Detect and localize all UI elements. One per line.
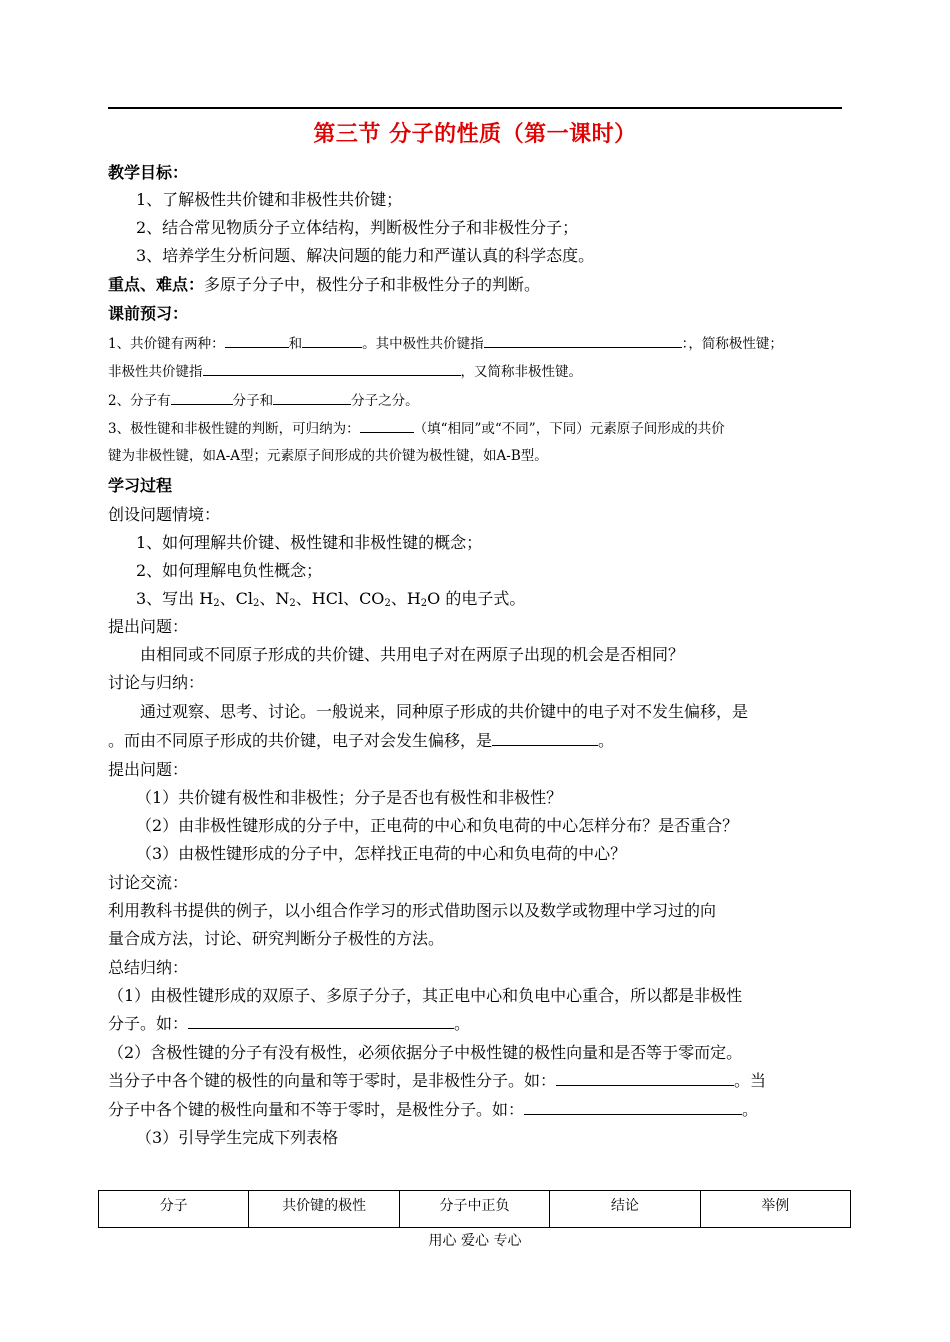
subscript: 2 xyxy=(252,598,260,609)
table-header-cell: 举例 xyxy=(700,1191,850,1228)
formula-line xyxy=(136,588,525,610)
fill-blank[interactable] xyxy=(273,389,351,405)
text: 和 xyxy=(288,336,303,352)
goal-item: 1、了解极性共价键和非极性共价键； xyxy=(136,190,403,209)
text: 。当 xyxy=(734,1071,767,1090)
text: 。 xyxy=(598,731,615,750)
question-item: （3）由极性键形成的分子中，怎样找正电荷的中心和负电荷的中心？ xyxy=(136,844,627,863)
text: 、H xyxy=(390,589,421,608)
fill-blank[interactable] xyxy=(360,417,414,433)
text: 。而由不同原子形成的共价键，电子对会发生偏移，是 xyxy=(108,731,493,750)
header-rule xyxy=(108,107,842,109)
goals-heading: 教学目标： xyxy=(108,163,189,182)
table-header-cell: 分子中正负 xyxy=(399,1191,549,1228)
preview-line-2 xyxy=(108,360,582,383)
summary-text xyxy=(108,1099,758,1121)
subscript: 2 xyxy=(420,598,428,609)
question-label: 提出问题： xyxy=(108,617,189,636)
preview-line-1 xyxy=(108,332,783,355)
text: ：，简称极性键； xyxy=(681,336,783,352)
key-points-text: 多原子分子中，极性分子和非极性分子的判断。 xyxy=(204,275,541,294)
text: 、HCl、CO xyxy=(295,589,385,608)
text: （填“相同”或“不同”，下同）元素原子间形成的共价 xyxy=(413,421,725,437)
table-header-cell: 共价键的极性 xyxy=(249,1191,399,1228)
table-header-cell: 分子 xyxy=(99,1191,249,1228)
summary-text: （1）由极性键形成的双原子、多原子分子，其正电中心和负电中心重合，所以都是非极性 xyxy=(108,986,743,1005)
page-title: 第三节 分子的性质（第一课时） xyxy=(313,122,637,147)
fill-blank[interactable] xyxy=(188,1013,454,1029)
text: 分子和 xyxy=(232,393,274,409)
text: 当分子中各个键的极性的向量和等于零时，是非极性分子。如： xyxy=(108,1071,557,1090)
summary-text xyxy=(108,1013,470,1035)
fill-blank[interactable] xyxy=(171,389,233,405)
text: ，又简称非极性键。 xyxy=(460,364,582,380)
table-header-row xyxy=(99,1191,851,1228)
key-points-label: 重点、难点： xyxy=(108,275,205,294)
subscript: 2 xyxy=(289,598,296,609)
preview-heading: 课前预习： xyxy=(108,304,189,323)
question-item: （1）共价键有极性和非极性；分子是否也有极性和非极性？ xyxy=(136,788,563,807)
process-heading: 学习过程 xyxy=(108,476,173,495)
fill-blank[interactable] xyxy=(225,332,289,348)
page-footer: 用心 爱心 专心 xyxy=(428,1233,522,1249)
text: 非极性共价键指 xyxy=(108,364,203,380)
fill-blank[interactable] xyxy=(556,1070,734,1086)
text: 分子。如： xyxy=(108,1014,189,1033)
preview-line-4 xyxy=(108,417,725,440)
goal-item: 2、结合常见物质分子立体结构，判断极性分子和非极性分子； xyxy=(136,218,579,237)
question-item: （2）由非极性键形成的分子中，正电荷的中心和负电荷的中心怎样分布？是否重合？ xyxy=(136,816,739,835)
fill-blank[interactable] xyxy=(484,332,682,348)
text: O 的电子式。 xyxy=(427,589,526,608)
question-label: 提出问题： xyxy=(108,760,189,779)
summary-text xyxy=(108,1070,766,1092)
discuss-label: 讨论与归纳： xyxy=(108,673,205,692)
fill-blank[interactable] xyxy=(203,360,461,376)
text: 。 xyxy=(742,1100,759,1119)
text: 、N xyxy=(259,589,290,608)
situation-item: 2、如何理解电负性概念； xyxy=(136,561,323,580)
table-header-cell: 结论 xyxy=(550,1191,700,1228)
question-text: 由相同或不同原子形成的共价键、共用电子对在两原子出现的机会是否相同？ xyxy=(140,645,685,664)
text: 1、共价键有两种： xyxy=(108,336,225,352)
polarity-table xyxy=(98,1190,851,1228)
exchange-text: 量合成方法，讨论、研究判断分子极性的方法。 xyxy=(108,929,445,948)
fill-blank[interactable] xyxy=(524,1099,742,1115)
discuss-text-2 xyxy=(108,730,614,752)
text: 3、极性键和非极性键的判断，可归纳为： xyxy=(108,421,360,437)
text: 分子之分。 xyxy=(351,393,419,409)
subscript: 2 xyxy=(384,598,391,609)
text: 2、分子有 xyxy=(108,393,171,409)
text: 、Cl xyxy=(219,589,253,608)
subscript: 2 xyxy=(213,598,220,609)
key-points xyxy=(108,274,540,296)
discuss-text: 通过观察、思考、讨论。一般说来，同种原子形成的共价键中的电子对不发生偏移，是 xyxy=(140,702,749,721)
text: 分子中各个键的极性向量和不等于零时，是极性分子。如： xyxy=(108,1100,525,1119)
preview-line-3 xyxy=(108,389,419,412)
summary-text: （3）引导学生完成下列表格 xyxy=(136,1128,339,1147)
summary-text: （2）含极性键的分子有没有极性，必须依据分子中极性键的极性向量和是否等于零而定。 xyxy=(108,1043,743,1062)
text: 。其中极性共价键指 xyxy=(362,336,484,352)
exchange-label: 讨论交流： xyxy=(108,873,189,892)
goal-item: 3、培养学生分析问题、解决问题的能力和严谨认真的科学态度。 xyxy=(136,246,595,265)
preview-line-5: 键为非极性键，如A-A型；元素原子间形成的共价键为极性键，如A-B型。 xyxy=(108,448,548,464)
situation-label: 创设问题情境： xyxy=(108,505,221,524)
fill-blank[interactable] xyxy=(302,332,362,348)
fill-blank[interactable] xyxy=(492,730,598,746)
text: 。 xyxy=(454,1014,471,1033)
text: 3、写出 H xyxy=(136,589,214,608)
exchange-text: 利用教科书提供的例子，以小组合作学习的形式借助图示以及数学或物理中学习过的向 xyxy=(108,901,717,920)
summary-label: 总结归纳： xyxy=(108,958,189,977)
situation-item: 1、如何理解共价键、极性键和非极性键的概念； xyxy=(136,533,483,552)
